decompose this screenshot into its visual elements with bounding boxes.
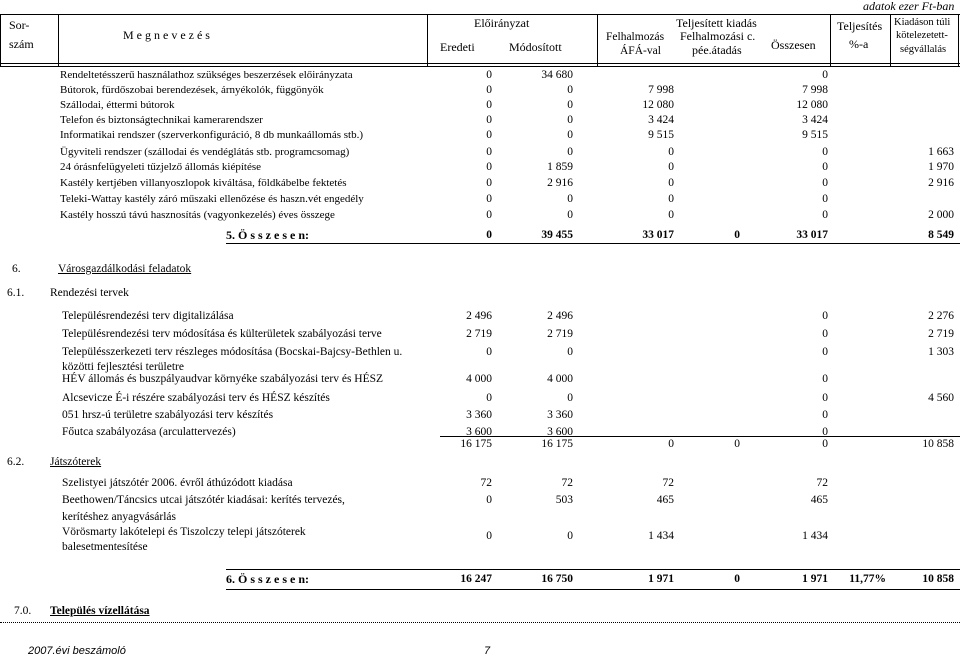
row-osszesen: 3 424 bbox=[802, 114, 828, 126]
total-6-felh-afa: 1 971 bbox=[648, 573, 674, 585]
row-name: Főutca szabályozása (arculattervezés) bbox=[62, 426, 236, 438]
row-osszesen: 9 515 bbox=[802, 129, 828, 141]
row-eredeti: 0 bbox=[486, 146, 492, 158]
section-6-2-number: 6.2. bbox=[7, 456, 25, 468]
row-eredeti: 4 000 bbox=[466, 373, 492, 385]
row-kot: 4 560 bbox=[928, 392, 954, 404]
header-eredeti: Eredeti bbox=[440, 40, 475, 54]
row-modositott: 34 680 bbox=[541, 69, 573, 81]
subtotal-6-1-kot: 10 858 bbox=[922, 438, 954, 450]
row-eredeti: 0 bbox=[486, 193, 492, 205]
total-6-eredeti: 16 247 bbox=[460, 573, 492, 585]
total-5-modositott: 39 455 bbox=[541, 229, 573, 241]
row-modositott: 0 bbox=[567, 129, 573, 141]
row-eredeti: 0 bbox=[486, 129, 492, 141]
row-modositott: 2 496 bbox=[547, 310, 573, 322]
row-osszesen: 1 434 bbox=[802, 530, 828, 542]
row-eredeti: 0 bbox=[486, 84, 492, 96]
row-modositott: 1 859 bbox=[547, 161, 573, 173]
row-name: Szelistyei játszótér 2006. évről áthúzódott kiadása bbox=[62, 477, 293, 489]
row-modositott: 0 bbox=[567, 530, 573, 542]
header-osszesen: Összesen bbox=[771, 38, 816, 52]
row-eredeti: 0 bbox=[486, 494, 492, 506]
row-name: Rendeltetésszerű használathoz szükséges beszerzések előirányzata bbox=[60, 69, 353, 81]
row-modositott: 3 360 bbox=[547, 409, 573, 421]
row-felh-afa: 465 bbox=[656, 494, 674, 506]
row-eredeti: 3 360 bbox=[466, 409, 492, 421]
header-eloiranyzat: Előirányzat bbox=[474, 16, 530, 30]
row-name-continued: közötti fejlesztési területre bbox=[62, 361, 184, 373]
unit-note: adatok ezer Ft-ban bbox=[863, 0, 955, 13]
section-7-0-title: Település vízellátása bbox=[50, 605, 150, 617]
total-6-bottom-line bbox=[226, 589, 960, 590]
row-osszesen: 0 bbox=[822, 328, 828, 340]
row-kot: 1 303 bbox=[928, 346, 954, 358]
total-6-osszesen: 1 971 bbox=[802, 573, 828, 585]
row-osszesen: 0 bbox=[822, 69, 828, 81]
total-6-top-line bbox=[226, 569, 960, 570]
row-kot: 2 276 bbox=[928, 310, 954, 322]
row-name: Beethowen/Táncsics utcai játszótér kiadásai: kerítés tervezés, bbox=[62, 494, 345, 506]
subtotal-6-1-felh-pe: 0 bbox=[734, 438, 740, 450]
section-6-title: Városgazdálkodási feladatok bbox=[58, 263, 192, 275]
row-felh-afa: 0 bbox=[668, 161, 674, 173]
row-name: Telefon és biztonságtechnikai kamerarendszer bbox=[60, 114, 263, 126]
row-name: Településszerkezeti terv részleges módosítása (Bocskai-Bajcsy-Bethlen u. bbox=[62, 346, 403, 358]
row-kot: 1 663 bbox=[928, 146, 954, 158]
row-eredeti: 2 496 bbox=[466, 310, 492, 322]
header-teljesites-1: Teljesítés bbox=[837, 19, 883, 33]
row-kot: 2 916 bbox=[928, 177, 954, 189]
section-6-1-number: 6.1. bbox=[7, 287, 25, 299]
row-felh-afa: 0 bbox=[668, 193, 674, 205]
total-5-kot: 8 549 bbox=[928, 229, 954, 241]
row-modositott: 0 bbox=[567, 84, 573, 96]
row-osszesen: 0 bbox=[822, 177, 828, 189]
row-felh-afa: 1 434 bbox=[648, 530, 674, 542]
total-6-telj: 11,77% bbox=[849, 573, 886, 585]
section-6-2-title: Játszóterek bbox=[50, 456, 102, 468]
row-name: Vörösmarty lakótelepi és Tiszolczy telepi játszóterek bbox=[62, 526, 306, 538]
row-modositott: 2 916 bbox=[547, 177, 573, 189]
row-osszesen: 0 bbox=[822, 373, 828, 385]
footer-page-number: 7 bbox=[484, 645, 491, 657]
row-name: Szállodai, éttermi bútorok bbox=[60, 99, 175, 111]
total-6-modositott: 16 750 bbox=[541, 573, 573, 585]
section-6-1-title: Rendezési tervek bbox=[50, 287, 129, 299]
row-osszesen: 72 bbox=[816, 477, 828, 489]
total-5-felh-afa: 33 017 bbox=[642, 229, 674, 241]
total-6-kot: 10 858 bbox=[922, 573, 954, 585]
row-name: Településrendezési terv digitalizálása bbox=[62, 310, 234, 322]
row-eredeti: 0 bbox=[486, 530, 492, 542]
section-6-number: 6. bbox=[12, 263, 21, 275]
subtotal-6-1-separator bbox=[440, 436, 960, 437]
row-name: Informatikai rendszer (szerverkonfiguráció, 8 db munkaállomás stb.) bbox=[60, 129, 364, 141]
header-megnevezes: M e g n e v e z é s bbox=[123, 28, 210, 42]
subtotal-6-1-osszesen: 0 bbox=[822, 438, 828, 450]
row-osszesen: 0 bbox=[822, 346, 828, 358]
row-modositott: 0 bbox=[567, 209, 573, 221]
row-osszesen: 0 bbox=[822, 146, 828, 158]
row-felh-afa: 72 bbox=[662, 477, 674, 489]
row-eredeti: 0 bbox=[486, 177, 492, 189]
row-eredeti: 72 bbox=[480, 477, 492, 489]
row-name: 24 órásnfelügyeleti tűzjelző állomás kiépítése bbox=[60, 161, 261, 173]
total-5-label: 5. Ö s s z e s e n: bbox=[226, 228, 309, 242]
header-kiadason-3: ségvállalás bbox=[900, 44, 947, 55]
total-5-separator bbox=[226, 243, 960, 244]
row-felh-afa: 0 bbox=[668, 209, 674, 221]
row-felh-afa: 12 080 bbox=[642, 99, 674, 111]
row-eredeti: 0 bbox=[486, 69, 492, 81]
row-osszesen: 465 bbox=[810, 494, 828, 506]
row-name: Bútorok, fürdőszobai berendezések, árnyékolók, függönyök bbox=[60, 84, 324, 96]
row-modositott: 503 bbox=[555, 494, 573, 506]
row-name: Kastély hosszú távú hasznosítás (vagyonkezelés) éves összege bbox=[60, 209, 335, 221]
header-modositott: Módosított bbox=[509, 40, 562, 54]
page-break-line bbox=[0, 622, 960, 623]
row-kot: 2 719 bbox=[928, 328, 954, 340]
row-eredeti: 0 bbox=[486, 114, 492, 126]
row-eredeti: 0 bbox=[486, 392, 492, 404]
header-kiadason-2: kötelezetett- bbox=[896, 30, 948, 41]
row-name: Kastély kertjében villanyoszlopok kiváltása, földkábelbe fektetés bbox=[60, 177, 347, 189]
row-kot: 2 000 bbox=[928, 209, 954, 221]
footer-document-title: 2007.évi beszámoló bbox=[28, 645, 126, 657]
header-felhalmozas-1: Felhalmozás bbox=[606, 31, 665, 43]
header-sorszam-1: Sor- bbox=[9, 18, 30, 32]
row-felh-afa: 3 424 bbox=[648, 114, 674, 126]
header-teljesitett-kiadas: Teljesített kiadás bbox=[676, 16, 757, 30]
row-felh-afa: 9 515 bbox=[648, 129, 674, 141]
row-eredeti: 0 bbox=[486, 346, 492, 358]
header-felhalmozasi-2: pée.átadás bbox=[692, 43, 742, 57]
row-osszesen: 0 bbox=[822, 426, 828, 438]
row-name: Ügyviteli rendszer (szállodai és vendéglátás stb. programcsomag) bbox=[60, 146, 350, 158]
row-osszesen: 0 bbox=[822, 209, 828, 221]
row-felh-afa: 0 bbox=[668, 146, 674, 158]
row-osszesen: 12 080 bbox=[796, 99, 828, 111]
row-eredeti: 0 bbox=[486, 161, 492, 173]
row-osszesen: 0 bbox=[822, 392, 828, 404]
row-modositott: 0 bbox=[567, 146, 573, 158]
header-sorszam-2: szám bbox=[9, 37, 34, 51]
row-name: Teleki-Wattay kastély záró műszaki ellenőzése és haszn.vét engedély bbox=[60, 193, 364, 205]
row-osszesen: 0 bbox=[822, 161, 828, 173]
row-name: Településrendezési terv módosítása és külterületek szabályozási terve bbox=[62, 328, 382, 340]
row-felh-afa: 7 998 bbox=[648, 84, 674, 96]
total-5-osszesen: 33 017 bbox=[796, 229, 828, 241]
row-name: 051 hrsz-ú területre szabályozási terv készítés bbox=[62, 409, 274, 421]
row-eredeti: 2 719 bbox=[466, 328, 492, 340]
row-modositott: 0 bbox=[567, 346, 573, 358]
header-teljesites-2: %-a bbox=[849, 37, 869, 51]
header-kiadason-1: Kiadáson túli bbox=[894, 17, 951, 28]
row-modositott: 0 bbox=[567, 193, 573, 205]
total-6-felh-pe: 0 bbox=[734, 573, 740, 585]
row-modositott: 0 bbox=[567, 392, 573, 404]
row-name: HÉV állomás és buszpályaudvar környéke szabályozási terv és HÉSZ bbox=[62, 373, 384, 385]
subtotal-6-1-felh-afa: 0 bbox=[668, 438, 674, 450]
total-5-eredeti: 0 bbox=[486, 229, 492, 241]
subtotal-6-1-modositott: 16 175 bbox=[541, 438, 573, 450]
row-eredeti: 0 bbox=[486, 99, 492, 111]
header-felhalmozas-2: ÁFÁ-val bbox=[620, 45, 661, 57]
header-felhalmozasi-1: Felhalmozási c. bbox=[680, 29, 756, 43]
row-modositott: 2 719 bbox=[547, 328, 573, 340]
row-name: Alcsevicze É-i részére szabályozási terv és HÉSZ készítés bbox=[62, 392, 330, 404]
row-osszesen: 0 bbox=[822, 409, 828, 421]
total-5-felh-pe: 0 bbox=[734, 229, 740, 241]
row-kot: 1 970 bbox=[928, 161, 954, 173]
row-name-continued: balesetmentesítése bbox=[62, 541, 148, 553]
row-osszesen: 0 bbox=[822, 193, 828, 205]
row-eredeti: 3 600 bbox=[466, 426, 492, 438]
total-6-label: 6. Ö s s z e s e n: bbox=[226, 572, 309, 586]
row-osszesen: 7 998 bbox=[802, 84, 828, 96]
row-modositott: 3 600 bbox=[547, 426, 573, 438]
row-felh-afa: 0 bbox=[668, 177, 674, 189]
row-osszesen: 0 bbox=[822, 310, 828, 322]
row-modositott: 0 bbox=[567, 114, 573, 126]
subtotal-6-1-eredeti: 16 175 bbox=[460, 438, 492, 450]
row-modositott: 4 000 bbox=[547, 373, 573, 385]
row-modositott: 72 bbox=[561, 477, 573, 489]
row-name-continued: kerítéshez anyagvásárlás bbox=[62, 511, 176, 523]
section-7-0-number: 7.0. bbox=[14, 605, 32, 617]
row-eredeti: 0 bbox=[486, 209, 492, 221]
row-modositott: 0 bbox=[567, 99, 573, 111]
